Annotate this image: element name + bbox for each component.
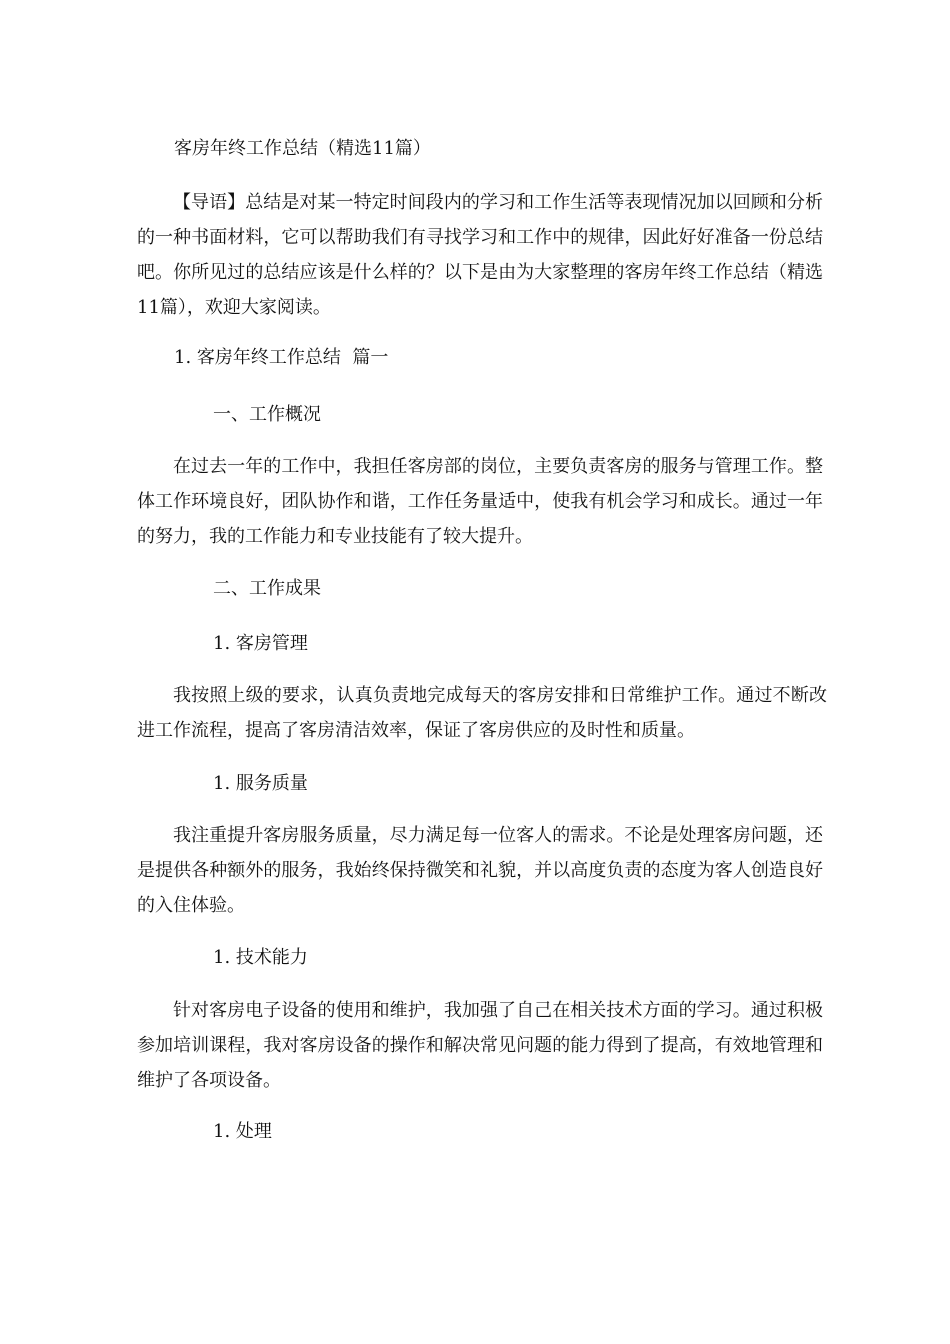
room-management-paragraph: 我按照上级的要求，认真负责地完成每天的客房安排和日常维护工作。通过不断改进工作流程，提高了客房清洁效率，保证了客房供应的及时性和质量。 [137,685,827,741]
article-heading: 1. 客房年终工作总结 篇一 [174,347,389,368]
technical-skill-paragraph: 针对客房电子设备的使用和维护，我加强了自己在相关技术方面的学习。通过积极参加培训课程，我对客房设备的操作和解决常见问题的能力得到了提高，有效地管理和维护了各项设备。 [137,1000,823,1091]
item-heading-handling: 1. 处理 [213,1121,272,1142]
item-heading-service-quality: 1. 服务质量 [213,773,308,794]
intro-paragraph: 【导语】总结是对某一特定时间段内的学习和工作生活等表现情况加以回顾和分析的一种书面材料，它可以帮助我们有寻找学习和工作中的规律，因此好好准备一份总结吧。你所见过的总结应该是什么样的？以下是由为大家整理的客房年终工作总结（精选11篇），欢迎大家阅读。 [137,192,823,318]
item-heading-technical-skill: 1. 技术能力 [213,947,308,968]
overview-paragraph: 在过去一年的工作中，我担任客房部的岗位，主要负责客房的服务与管理工作。整体工作环境良好，团队协作和谐，工作任务量适中，使我有机会学习和成长。通过一年的努力，我的工作能力和专业技能有了较大提升。 [137,456,823,547]
section-heading-overview: 一、工作概况 [213,404,321,425]
service-quality-paragraph: 我注重提升客房服务质量，尽力满足每一位客人的需求。不论是处理客房问题，还是提供各种额外的服务，我始终保持微笑和礼貌，并以高度负责的态度为客人创造良好的入住体验。 [137,825,823,916]
section-heading-results: 二、工作成果 [213,578,321,599]
document-title: 客房年终工作总结（精选11篇） [174,138,431,159]
item-heading-room-management: 1. 客房管理 [213,633,308,654]
